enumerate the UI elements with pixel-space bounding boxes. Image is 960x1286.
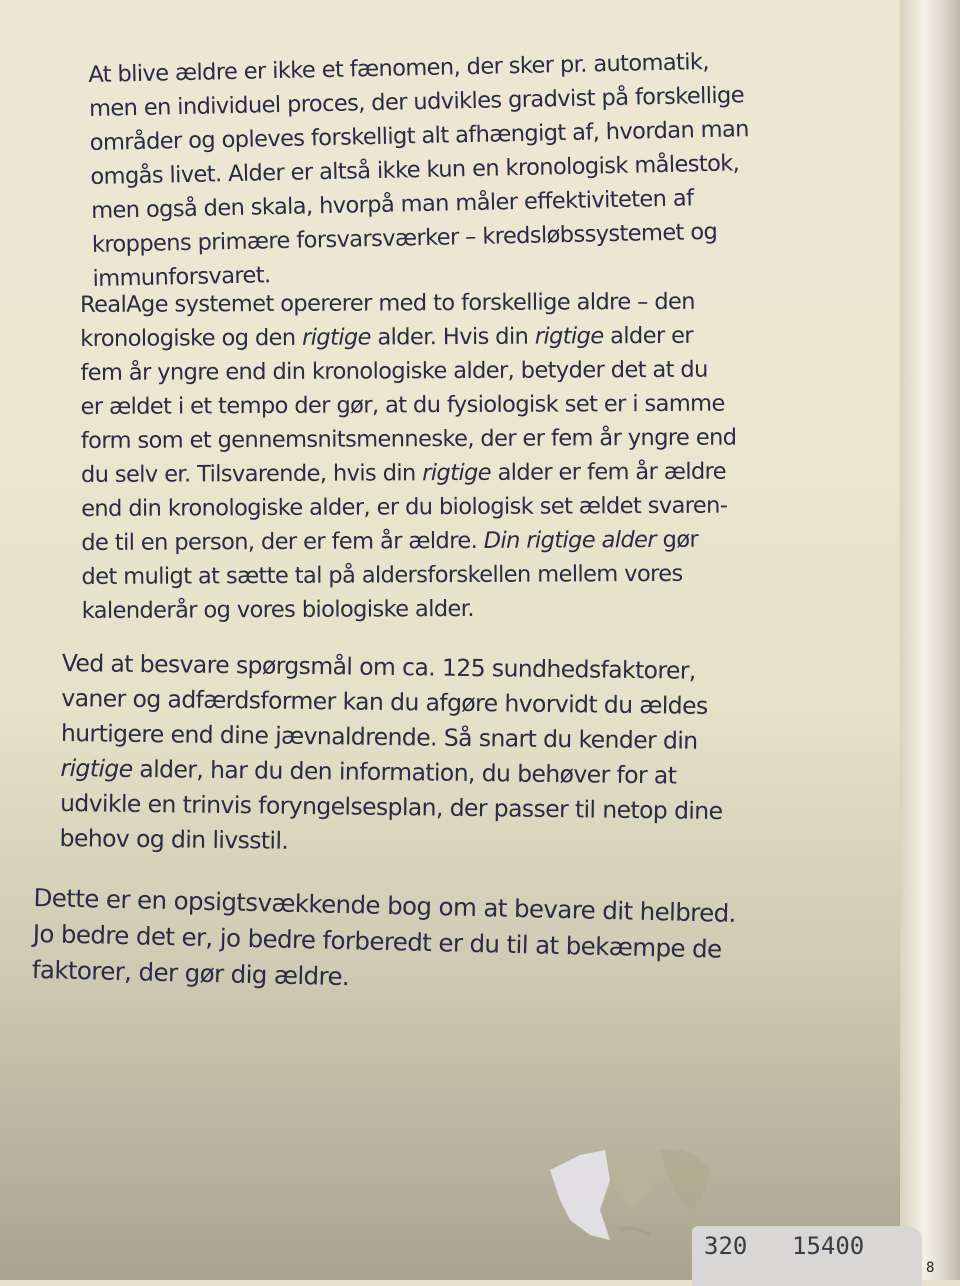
text-line: det muligt at sætte tal på aldersforskellen mellem vores	[81, 560, 683, 590]
paragraph-questions	[59, 646, 724, 864]
text-line: immunforsvaret.	[92, 262, 271, 292]
text-line: At blive ældre er ikke et fænomen, der sker pr. automatik,	[88, 49, 710, 88]
text-line: hurtigere end dine jævnaldrende. Så snart du kender din	[60, 718, 698, 755]
text-line: fem år yngre end din kronologiske alder, betyder det at du	[80, 356, 708, 386]
text-line: kroppens primære forsvarsværker – kredsløbssystemet og	[91, 218, 718, 258]
text-line: kalenderår og vores biologiske alder.	[81, 595, 474, 624]
book-spine-edge	[900, 0, 960, 1280]
text-line: Ved at besvare spørgsmål om ca. 125 sundhedsfaktorer,	[61, 648, 696, 685]
text-line: Dette er en opsigtsvækkende bog om at bevare dit helbred.	[33, 882, 737, 928]
text-line: vaner og adfærdsformer kan du afgøre hvorvidt du ældes	[61, 683, 708, 720]
text-line: men en individuel proces, der udvikles gradvist på forskellige	[88, 82, 745, 122]
text-line: omgås livet. Alder er altså ikke kun en kronologisk målestok,	[90, 150, 740, 190]
text-line: form som et gennemsnitsmenneske, der er fem år yngre end	[80, 424, 737, 454]
text-line: end din kronologiske alder, er du biologisk set ældet svaren-	[81, 492, 728, 522]
text-line: men også den skala, hvorpå man måler effektiviteten af	[90, 185, 694, 224]
text-line: de til en person, der er fem år ældre. Din rigtige alder gør	[81, 526, 699, 556]
text-line: Jo bedre det er, jo bedre forberedt er du til at bekæmpe de	[32, 918, 722, 964]
text-line: kronologiske og den rigtige alder. Hvis din rigtige alder er	[80, 322, 694, 352]
text-line: du selv er. Tilsvarende, hvis din rigtige alder er fem år ældre	[80, 458, 727, 488]
price-sticker	[692, 1226, 922, 1286]
text-line: udvikle en trinvis foryngelsesplan, der passer til netop dine	[59, 788, 723, 826]
text-line: RealAge systemet opererer med to forskellige aldre – den	[80, 288, 695, 318]
text-line: er ældet i et tempo der gør, at du fysiologisk set er i samme	[80, 390, 725, 420]
paragraph-intro	[88, 44, 752, 296]
sticker-number: 15400	[792, 1232, 865, 1260]
text-line: områder og opleves forskelligt alt afhængigt af, hvordan man	[89, 116, 750, 156]
paragraph-closing	[32, 880, 737, 1004]
text-line: faktorer, der gør dig ældre.	[31, 954, 350, 992]
sticker-code: 320	[704, 1232, 748, 1260]
text-line: rigtige alder, har du den information, du behøver for at	[60, 753, 677, 790]
paragraph-realage	[80, 285, 737, 628]
corner-digit: 8	[926, 1260, 935, 1276]
text-line: behov og din livsstil.	[59, 823, 289, 855]
